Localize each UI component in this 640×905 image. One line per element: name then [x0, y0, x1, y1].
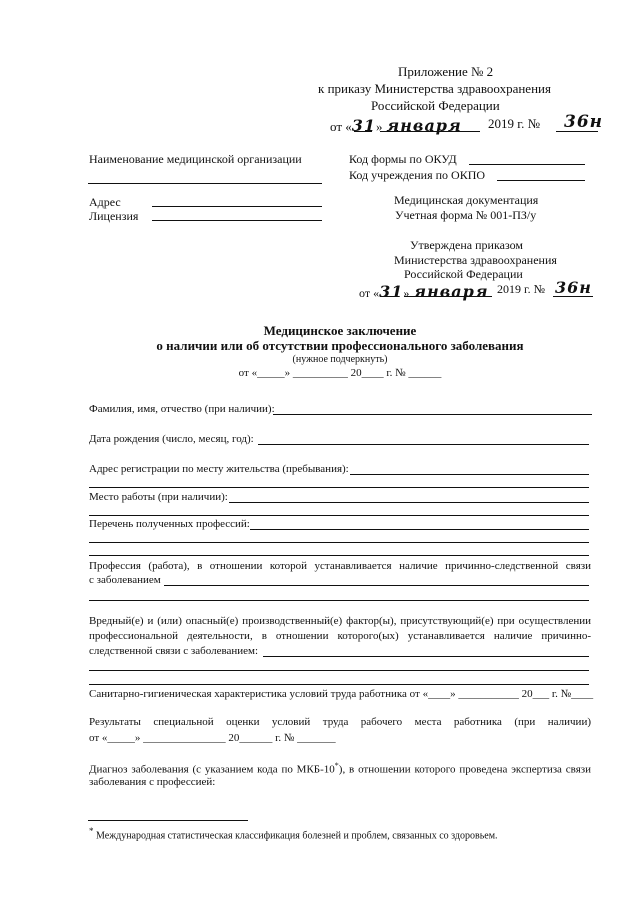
annex-date-mid: »	[376, 119, 383, 134]
work-line-2[interactable]	[89, 515, 589, 516]
diagnosis-text-1b: ), в отношении которого проведена экспертиза связи	[338, 763, 591, 776]
approved-month-underline	[404, 296, 492, 297]
annex-year-no: 2019 г. №	[488, 116, 541, 131]
fio-label: Фамилия, имя, отчество (при наличии):	[89, 403, 275, 415]
annex-number-underline	[556, 131, 598, 132]
harmful-text-3: следственной связи с заболеванием:	[89, 645, 259, 657]
professions-label: Перечень полученных профессий:	[89, 518, 250, 530]
footnote-ref: *	[334, 761, 339, 770]
annex-title: Приложение № 2	[398, 64, 494, 79]
harmful-text-2: профессиональной деятельности, в отношении которого(ых) устанавливается наличие причинно-	[89, 630, 591, 642]
approved-date-line	[359, 278, 599, 304]
approved-number-underline	[553, 296, 593, 297]
heading-note: (нужное подчеркнуть)	[292, 354, 388, 365]
okud-label: Код формы по ОКУД	[349, 152, 457, 166]
approved-date-mid: »	[403, 286, 410, 300]
professions-line-2[interactable]	[89, 542, 589, 543]
annex-order-line: к приказу Министерства здравоохранения	[318, 81, 551, 96]
approved-date-from: от «	[359, 286, 380, 300]
annex-date-line	[330, 112, 604, 138]
occupation-line[interactable]	[164, 585, 589, 586]
approved-line1: Утверждена приказом	[410, 238, 523, 252]
annex-day-handwritten: 31	[351, 116, 377, 135]
approved-day-handwritten: 31	[379, 282, 404, 301]
birth-line[interactable]	[258, 444, 589, 445]
sanitary-text: Санитарно-гигиеническая характеристика условий труда работника от «____» ___________ 20___ г. №____	[89, 688, 594, 700]
org-name-line	[88, 183, 322, 184]
heading-title: Медицинское заключение	[263, 323, 417, 338]
assessment-text-1: Результаты специальной оценки условий труда рабочего места работника (при наличии)	[89, 716, 591, 728]
diagnosis-text-1	[89, 761, 591, 776]
doc-type-line1: Медицинская документация	[394, 193, 539, 207]
annex-day-underline	[354, 131, 372, 132]
footnote	[89, 826, 498, 841]
fio-line[interactable]	[273, 414, 592, 415]
heading-subtitle: о наличии или об отсутствии профессионального заболевания	[156, 338, 524, 353]
approved-day-underline	[380, 296, 396, 297]
okpo-line	[497, 180, 585, 181]
work-line[interactable]	[229, 502, 589, 503]
diagnosis-text-2: заболевания с профессией:	[89, 776, 216, 788]
annex-month-handwritten: января	[386, 116, 462, 135]
doc-type-line2: Учетная форма № 001-ПЗ/у	[395, 208, 537, 222]
diagnosis-text-1a: Диагноз заболевания (с указанием кода по МКБ-10	[89, 763, 335, 776]
birth-label: Дата рождения (число, месяц, год):	[89, 433, 254, 445]
address-label: Адрес регистрации по месту жительства (пребывания):	[89, 463, 349, 475]
harmful-line[interactable]	[263, 656, 589, 657]
okpo-label: Код учреждения по ОКПО	[349, 168, 486, 182]
org-name-label: Наименование медицинской организации	[89, 152, 302, 166]
annex-month-underline	[380, 131, 480, 132]
professions-line[interactable]	[250, 529, 589, 530]
footnote-mark: *	[89, 826, 94, 836]
occupation-line-2[interactable]	[89, 600, 589, 601]
work-label: Место работы (при наличии):	[89, 491, 228, 503]
heading-date-line: от «_____» __________ 20____ г. № ______	[238, 367, 442, 379]
approved-line3: Российской Федерации	[404, 267, 523, 281]
annex-date-from: от «	[330, 119, 352, 134]
harmful-text-1: Вредный(е) и (или) опасный(е) производственный(е) фактор(ы), присутствующий(е) при осуществлении	[89, 615, 591, 627]
assessment-text-2: от «_____» _______________ 20______ г. № _______	[89, 732, 336, 744]
org-address-line	[152, 206, 322, 207]
footnote-text: Международная статистическая классификация болезней и проблем, связанных со здоровьем.	[96, 830, 498, 842]
annex-number-handwritten: 36н	[564, 112, 604, 132]
approved-year-no: 2019 г. №	[497, 282, 546, 296]
address-line-2[interactable]	[89, 487, 589, 488]
footnote-separator	[88, 820, 248, 821]
annex-rf-line: Российской Федерации	[371, 98, 500, 113]
occupation-text-1: Профессия (работа), в отношении которой устанавливается наличие причинно-следственной связи	[89, 560, 591, 572]
approved-month-handwritten: января	[413, 282, 489, 301]
occupation-text-2: с заболеванием	[89, 574, 161, 586]
org-license-line	[152, 220, 322, 221]
org-license-label: Лицензия	[89, 209, 139, 223]
approved-line2: Министерства здравоохранения	[394, 253, 557, 267]
harmful-line-2[interactable]	[89, 670, 589, 671]
harmful-line-3[interactable]	[89, 684, 589, 685]
approved-number-handwritten: 36н	[555, 278, 592, 297]
org-address-label: Адрес	[89, 195, 121, 209]
professions-line-3[interactable]	[89, 555, 589, 556]
okud-line	[469, 164, 585, 165]
address-line[interactable]	[350, 474, 589, 475]
